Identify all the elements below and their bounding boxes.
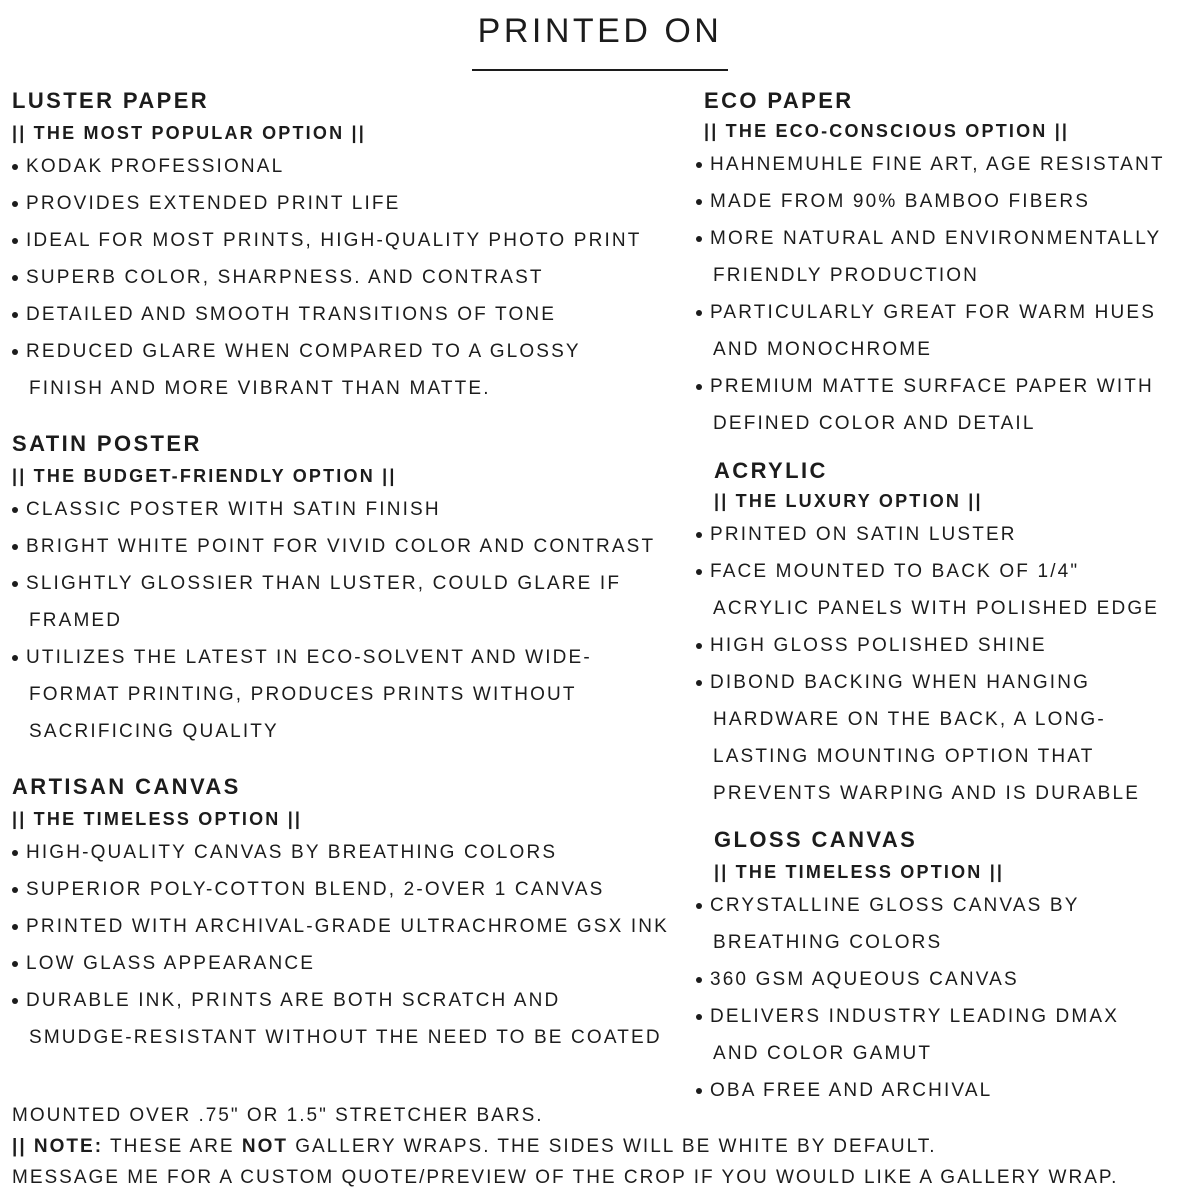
bullet-dot-icon (696, 162, 702, 168)
bullet-text: FRAMED (29, 610, 123, 631)
bullet-dot-icon (12, 201, 18, 207)
bullet-dot-icon (696, 903, 702, 909)
bullet-text: AND MONOCHROME (713, 339, 933, 360)
bullet-text: LASTING MOUNTING OPTION THAT (713, 746, 1095, 767)
bullet-text: AND COLOR GAMUT (713, 1043, 933, 1064)
section-subtitle: || THE TIMELESS OPTION || (714, 862, 1005, 882)
section-subtitle: || THE MOST POPULAR OPTION || (12, 123, 366, 143)
bullet-item (12, 296, 702, 333)
bullet-item (696, 961, 1200, 998)
bullet-text: MADE FROM 90% BAMBOO FIBERS (710, 191, 1091, 212)
bullet-dot-icon (12, 924, 18, 930)
bullet-text: ACRYLIC PANELS WITH POLISHED EDGE (713, 598, 1160, 619)
note-label: NOTE: (33, 1136, 104, 1157)
bullet-dot-icon (12, 544, 18, 550)
footer-line-1: MOUNTED OVER .75" OR 1.5" STRETCHER BARS. (12, 1105, 544, 1126)
bullet-text: PRINTED ON SATIN LUSTER (710, 524, 1017, 545)
footer-text-1: THESE ARE (103, 1136, 242, 1157)
bullet-dot-icon (12, 850, 18, 856)
section-title: LUSTER PAPER (12, 88, 210, 113)
bullet-text: UTILIZES THE LATEST IN ECO-SOLVENT AND WIDE- (26, 647, 592, 668)
bullet-item (696, 368, 1200, 442)
bullet-text: REDUCED GLARE WHEN COMPARED TO A GLOSSY (26, 341, 581, 362)
bullet-item (12, 185, 702, 222)
bullet-dot-icon (12, 507, 18, 513)
bullet-dot-icon (12, 312, 18, 318)
section-acrylic (710, 456, 1200, 812)
bullet-dot-icon (696, 236, 702, 242)
footer-line-2 (12, 1131, 1192, 1162)
bullet-text: FORMAT PRINTING, PRODUCES PRINTS WITHOUT (29, 684, 577, 705)
bullet-dot-icon (12, 349, 18, 355)
footer-note (12, 1100, 1192, 1193)
bullet-item (12, 908, 702, 945)
bullet-text: CLASSIC POSTER WITH SATIN FINISH (26, 499, 441, 520)
bullet-text: DURABLE INK, PRINTS ARE BOTH SCRATCH AND (26, 990, 561, 1011)
bullet-text: PREMIUM MATTE SURFACE PAPER WITH (710, 376, 1154, 397)
section-gloss-canvas (710, 825, 1200, 1109)
section-title: GLOSS CANVAS (714, 827, 918, 852)
bullet-item (12, 639, 702, 750)
section-subtitle: || THE ECO-CONSCIOUS OPTION || (704, 121, 1070, 141)
bullet-text: DIBOND BACKING WHEN HANGING (710, 672, 1091, 693)
bullet-item (12, 528, 702, 565)
bullet-dot-icon (696, 384, 702, 390)
bullet-item (12, 982, 702, 1056)
section-luster-paper (12, 86, 702, 407)
bullet-item (696, 627, 1200, 664)
bullet-text: PRINTED WITH ARCHIVAL-GRADE ULTRACHROME GSX INK (26, 916, 669, 937)
bullet-text: HIGH GLOSS POLISHED SHINE (710, 635, 1047, 656)
not-emphasis: NOT (241, 1136, 288, 1157)
bullet-item (12, 565, 702, 639)
bullet-text: SACRIFICING QUALITY (29, 721, 279, 742)
page-title: PRINTED ON (477, 12, 723, 50)
bullet-item (696, 516, 1200, 553)
bullet-dot-icon (12, 275, 18, 281)
bullet-text: PARTICULARLY GREAT FOR WARM HUES (710, 302, 1157, 323)
bullet-text: BRIGHT WHITE POINT FOR VIVID COLOR AND CONTRAST (26, 536, 656, 557)
title-underline (472, 69, 728, 71)
bullet-dot-icon (12, 887, 18, 893)
section-title: SATIN POSTER (12, 431, 202, 456)
bullet-item (696, 998, 1200, 1072)
bullet-item (696, 146, 1200, 183)
bullet-dot-icon (12, 998, 18, 1004)
section-subtitle: || THE BUDGET-FRIENDLY OPTION || (12, 466, 397, 486)
bullet-item (696, 553, 1200, 627)
bullet-dot-icon (696, 977, 702, 983)
bullet-dot-icon (696, 199, 702, 205)
bullet-list (12, 834, 702, 1056)
bullet-text: MORE NATURAL AND ENVIRONMENTALLY (710, 228, 1162, 249)
bullet-text: KODAK PROFESSIONAL (26, 156, 285, 177)
bullet-dot-icon (696, 569, 702, 575)
bullet-text: FINISH AND MORE VIBRANT THAN MATTE. (29, 378, 491, 399)
bullet-item (12, 491, 702, 528)
section-subtitle: || THE TIMELESS OPTION || (12, 809, 303, 829)
bullet-item (696, 220, 1200, 294)
bullet-text: PROVIDES EXTENDED PRINT LIFE (26, 193, 401, 214)
bullet-dot-icon (12, 655, 18, 661)
bullet-text: SUPERB COLOR, SHARPNESS. AND CONTRAST (26, 267, 544, 288)
bullet-text: DELIVERS INDUSTRY LEADING DMAX (710, 1006, 1120, 1027)
bullet-dot-icon (696, 643, 702, 649)
bullet-item (12, 834, 702, 871)
bullet-text: CRYSTALLINE GLOSS CANVAS BY (710, 895, 1080, 916)
bullet-item (12, 945, 702, 982)
bullet-text: PREVENTS WARPING AND IS DURABLE (713, 783, 1141, 804)
bullet-list (696, 516, 1200, 812)
bullet-item (12, 871, 702, 908)
bullet-dot-icon (12, 581, 18, 587)
section-title: ARTISAN CANVAS (12, 774, 241, 799)
bullet-dot-icon (696, 1088, 702, 1094)
bullet-item (696, 183, 1200, 220)
bullet-list (12, 148, 702, 407)
bullet-text: LOW GLASS APPEARANCE (26, 953, 316, 974)
bullet-dot-icon (12, 238, 18, 244)
bullet-list (12, 491, 702, 750)
bullet-item (696, 664, 1200, 812)
bullet-text: SUPERIOR POLY-COTTON BLEND, 2-OVER 1 CANVAS (26, 879, 605, 900)
section-title: ACRYLIC (714, 458, 828, 483)
bullet-text: SMUDGE-RESISTANT WITHOUT THE NEED TO BE COATED (29, 1027, 662, 1048)
bullet-text: DETAILED AND SMOOTH TRANSITIONS OF TONE (26, 304, 557, 325)
bullet-text: OBA FREE AND ARCHIVAL (710, 1080, 993, 1101)
bullet-text: FRIENDLY PRODUCTION (713, 265, 980, 286)
bullet-text: BREATHING COLORS (713, 932, 943, 953)
bullet-text: HAHNEMUHLE FINE ART, AGE RESISTANT (710, 154, 1165, 175)
bullet-dot-icon (696, 1014, 702, 1020)
bullet-item (12, 148, 702, 185)
bullet-item (696, 887, 1200, 961)
bullet-item (12, 333, 702, 407)
bullet-dot-icon (696, 310, 702, 316)
bullet-dot-icon (12, 164, 18, 170)
bullet-dot-icon (696, 532, 702, 538)
bullet-text: DEFINED COLOR AND DETAIL (713, 413, 1036, 434)
bullet-text: SLIGHTLY GLOSSIER THAN LUSTER, COULD GLARE IF (26, 573, 622, 594)
section-title: ECO PAPER (704, 88, 854, 113)
footer-prefix: || (12, 1136, 34, 1157)
bullet-text: HARDWARE ON THE BACK, A LONG- (713, 709, 1106, 730)
section-subtitle: || THE LUXURY OPTION || (714, 491, 983, 511)
bullet-text: IDEAL FOR MOST PRINTS, HIGH-QUALITY PHOTO PRINT (26, 230, 642, 251)
bullet-item (696, 294, 1200, 368)
section-satin-poster (12, 429, 702, 750)
bullet-text: HIGH-QUALITY CANVAS BY BREATHING COLORS (26, 842, 558, 863)
section-artisan-canvas (12, 772, 702, 1056)
bullet-dot-icon (696, 680, 702, 686)
bullet-list (696, 146, 1200, 442)
bullet-text: FACE MOUNTED TO BACK OF 1/4" (710, 561, 1080, 582)
bullet-item (12, 222, 702, 259)
section-eco-paper (704, 86, 1200, 442)
bullet-text: 360 GSM AQUEOUS CANVAS (710, 969, 1019, 990)
bullet-dot-icon (12, 961, 18, 967)
footer-line-3: MESSAGE ME FOR A CUSTOM QUOTE/PREVIEW OF THE CROP IF YOU WOULD LIKE A GALLERY WRAP. (12, 1167, 1119, 1188)
footer-text-2: GALLERY WRAPS. THE SIDES WILL BE WHITE BY DEFAULT. (288, 1136, 937, 1157)
bullet-item (12, 259, 702, 296)
bullet-list (696, 887, 1200, 1109)
